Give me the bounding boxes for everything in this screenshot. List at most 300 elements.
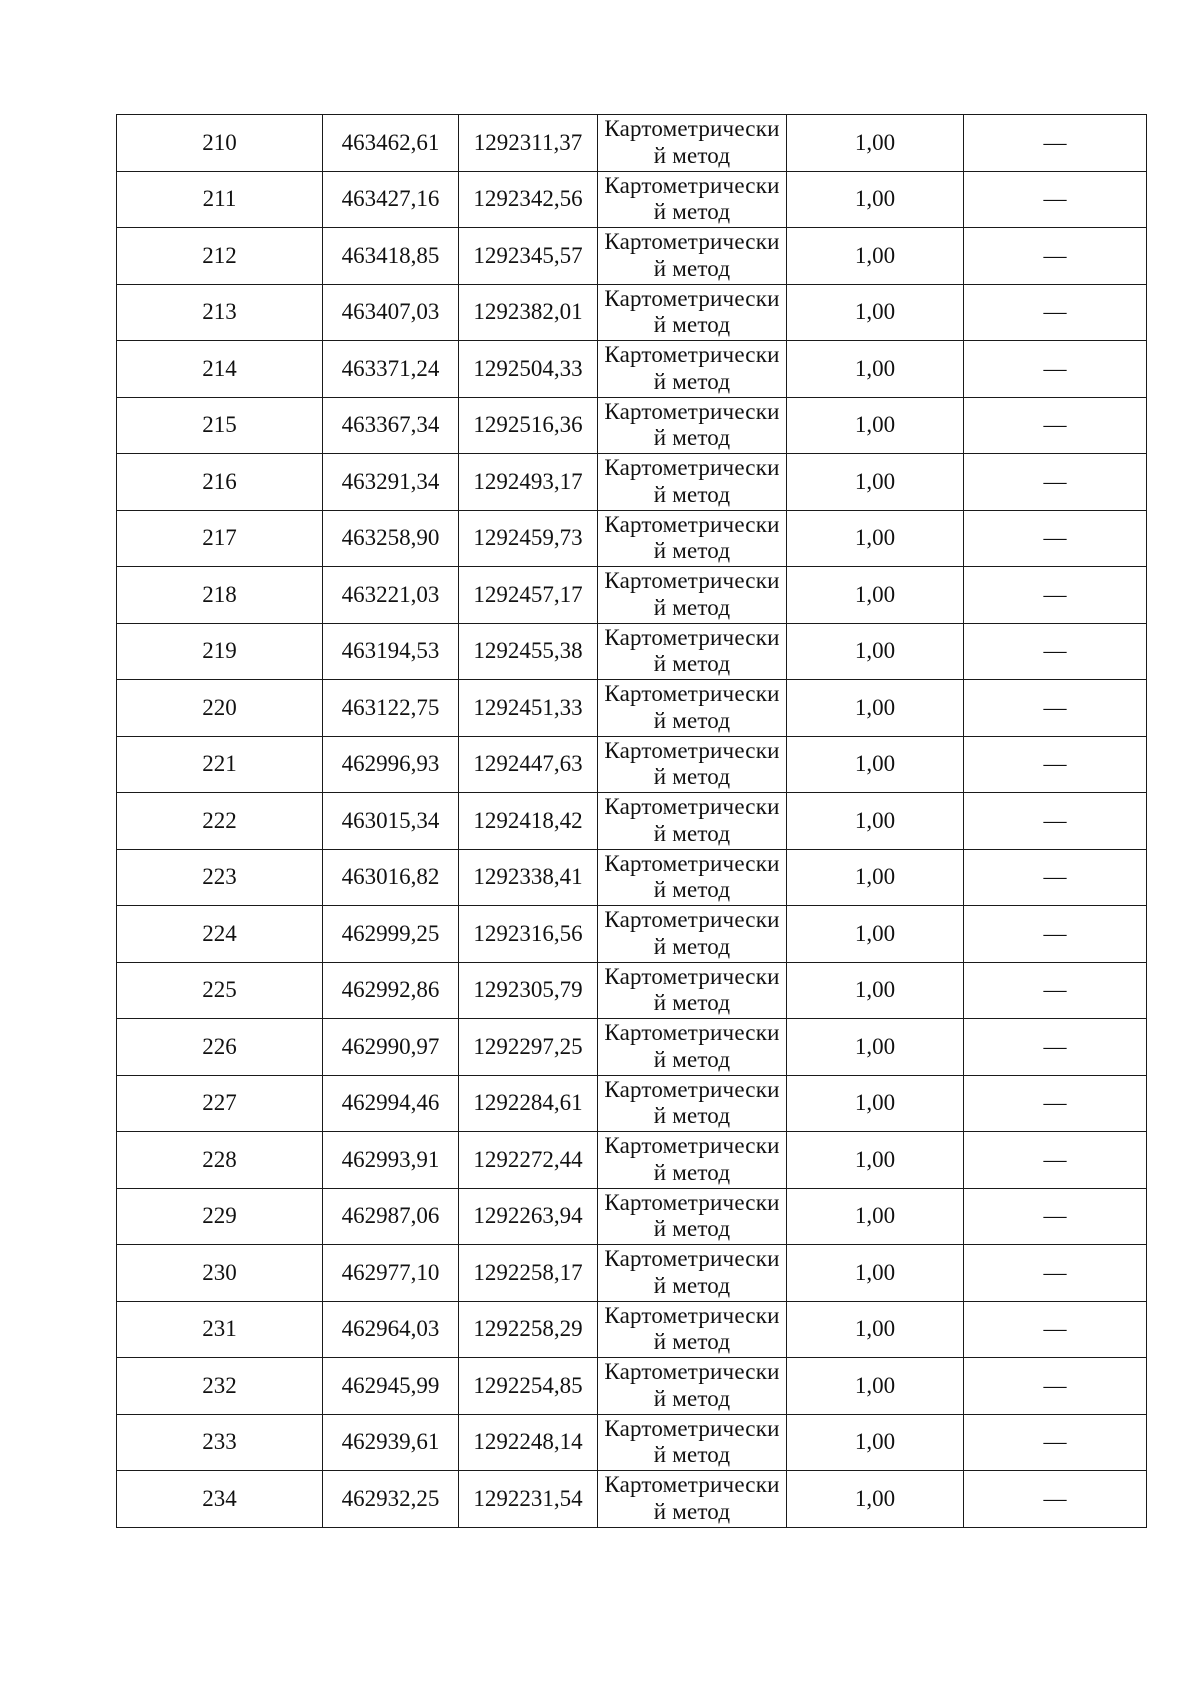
table-row <box>117 171 1147 228</box>
note-cell <box>964 1132 1147 1189</box>
precision-value: 1,00 <box>854 412 896 438</box>
x-coordinate: 462977,10 <box>341 1259 440 1285</box>
y-coordinate-cell <box>459 284 598 341</box>
method-cell <box>598 567 787 624</box>
note-cell <box>964 849 1147 906</box>
precision-value: 1,00 <box>854 807 896 833</box>
x-coordinate: 462945,99 <box>341 1372 440 1398</box>
x-coordinate: 462939,61 <box>341 1429 440 1455</box>
method-cell <box>598 680 787 737</box>
table-row <box>117 680 1147 737</box>
note-dash: — <box>1043 694 1067 720</box>
method-text-line1: Картометрически <box>604 681 780 707</box>
precision-value: 1,00 <box>854 977 896 1003</box>
method-cell <box>598 1019 787 1076</box>
y-coordinate: 1292418,42 <box>473 807 583 833</box>
x-coordinate: 462993,91 <box>341 1146 440 1172</box>
note-dash: — <box>1043 468 1067 494</box>
method-cell <box>598 341 787 398</box>
point-number-cell <box>117 1188 323 1245</box>
x-coordinate-cell <box>323 1075 459 1132</box>
y-coordinate: 1292457,17 <box>473 581 583 607</box>
y-coordinate-cell <box>459 1471 598 1528</box>
method-text-line2: й метод <box>653 1498 731 1524</box>
precision-cell <box>787 1301 964 1358</box>
y-coordinate: 1292297,25 <box>473 1033 583 1059</box>
y-coordinate-cell <box>459 171 598 228</box>
precision-cell <box>787 397 964 454</box>
y-coordinate: 1292455,38 <box>473 638 583 664</box>
note-dash: — <box>1043 807 1067 833</box>
y-coordinate-cell <box>459 341 598 398</box>
method-text-line2: й метод <box>653 1159 731 1185</box>
method-text-line1: Картометрически <box>604 794 780 820</box>
x-coordinate-cell <box>323 454 459 511</box>
precision-value: 1,00 <box>854 1146 896 1172</box>
table-row <box>117 510 1147 567</box>
point-number: 222 <box>202 807 237 833</box>
y-coordinate-cell <box>459 1301 598 1358</box>
point-number-cell <box>117 1358 323 1415</box>
x-coordinate-cell <box>323 1471 459 1528</box>
method-text-line2: й метод <box>653 933 731 959</box>
y-coordinate: 1292345,57 <box>473 242 583 268</box>
point-number-cell <box>117 680 323 737</box>
method-text-line1: Картометрически <box>604 1472 780 1498</box>
x-coordinate-cell <box>323 115 459 172</box>
x-coordinate: 462992,86 <box>341 977 440 1003</box>
note-dash: — <box>1043 1485 1067 1511</box>
x-coordinate: 463122,75 <box>341 694 440 720</box>
table-row <box>117 397 1147 454</box>
method-text-line2: й метод <box>653 1216 731 1242</box>
precision-cell <box>787 115 964 172</box>
method-text-line2: й метод <box>653 1103 731 1129</box>
point-number-cell <box>117 228 323 285</box>
y-coordinate: 1292311,37 <box>473 129 583 155</box>
y-coordinate: 1292316,56 <box>473 920 583 946</box>
method-text-line2: й метод <box>653 312 731 338</box>
point-number-cell <box>117 1019 323 1076</box>
method-text-line2: й метод <box>653 425 731 451</box>
y-coordinate: 1292272,44 <box>473 1146 583 1172</box>
note-cell <box>964 623 1147 680</box>
y-coordinate: 1292338,41 <box>473 864 583 890</box>
note-cell <box>964 397 1147 454</box>
y-coordinate-cell <box>459 115 598 172</box>
note-dash: — <box>1043 920 1067 946</box>
point-number: 212 <box>202 242 237 268</box>
x-coordinate: 462996,93 <box>341 751 440 777</box>
note-cell <box>964 284 1147 341</box>
precision-value: 1,00 <box>854 468 896 494</box>
method-text-line1: Картометрически <box>604 1020 780 1046</box>
method-cell <box>598 1245 787 1302</box>
note-dash: — <box>1043 1372 1067 1398</box>
table-row <box>117 1414 1147 1471</box>
note-dash: — <box>1043 1090 1067 1116</box>
method-text-line1: Картометрически <box>604 1359 780 1385</box>
note-dash: — <box>1043 581 1067 607</box>
point-number: 234 <box>202 1485 237 1511</box>
y-coordinate: 1292451,33 <box>473 694 583 720</box>
precision-value: 1,00 <box>854 1372 896 1398</box>
precision-cell <box>787 228 964 285</box>
point-number: 233 <box>202 1429 237 1455</box>
y-coordinate: 1292284,61 <box>473 1090 583 1116</box>
x-coordinate: 463418,85 <box>341 242 440 268</box>
point-number-cell <box>117 1075 323 1132</box>
table-row <box>117 567 1147 624</box>
note-cell <box>964 454 1147 511</box>
method-text-line1: Картометрически <box>604 398 780 424</box>
x-coordinate: 462994,46 <box>341 1090 440 1116</box>
note-dash: — <box>1043 1033 1067 1059</box>
x-coordinate: 463371,24 <box>341 355 440 381</box>
precision-value: 1,00 <box>854 751 896 777</box>
note-dash: — <box>1043 864 1067 890</box>
precision-value: 1,00 <box>854 638 896 664</box>
point-number: 229 <box>202 1203 237 1229</box>
point-number-cell <box>117 849 323 906</box>
method-text-line1: Картометрически <box>604 116 780 142</box>
table-row <box>117 1132 1147 1189</box>
method-text-line2: й метод <box>653 142 731 168</box>
method-text-line1: Картометрически <box>604 963 780 989</box>
point-number: 217 <box>202 525 237 551</box>
point-number: 232 <box>202 1372 237 1398</box>
x-coordinate: 463258,90 <box>341 525 440 551</box>
method-cell <box>598 1471 787 1528</box>
y-coordinate-cell <box>459 736 598 793</box>
method-cell <box>598 849 787 906</box>
point-number-cell <box>117 397 323 454</box>
point-number-cell <box>117 1471 323 1528</box>
y-coordinate-cell <box>459 1075 598 1132</box>
y-coordinate-cell <box>459 962 598 1019</box>
method-text-line1: Картометрически <box>604 850 780 876</box>
precision-value: 1,00 <box>854 1316 896 1342</box>
precision-value: 1,00 <box>854 1429 896 1455</box>
method-text-line1: Картометрически <box>604 1246 780 1272</box>
point-number-cell <box>117 567 323 624</box>
x-coordinate: 462999,25 <box>341 920 440 946</box>
x-coordinate: 463427,16 <box>341 186 440 212</box>
y-coordinate: 1292248,14 <box>473 1429 583 1455</box>
y-coordinate: 1292459,73 <box>473 525 583 551</box>
method-cell <box>598 454 787 511</box>
precision-value: 1,00 <box>854 299 896 325</box>
precision-cell <box>787 284 964 341</box>
point-number-cell <box>117 962 323 1019</box>
note-dash: — <box>1043 525 1067 551</box>
table-row <box>117 1245 1147 1302</box>
table-row <box>117 623 1147 680</box>
precision-cell <box>787 1414 964 1471</box>
precision-value: 1,00 <box>854 525 896 551</box>
precision-cell <box>787 906 964 963</box>
x-coordinate-cell <box>323 228 459 285</box>
y-coordinate-cell <box>459 454 598 511</box>
note-cell <box>964 171 1147 228</box>
table-row <box>117 341 1147 398</box>
precision-cell <box>787 1245 964 1302</box>
x-coordinate-cell <box>323 623 459 680</box>
point-number-cell <box>117 171 323 228</box>
x-coordinate-cell <box>323 284 459 341</box>
method-text-line2: й метод <box>653 368 731 394</box>
note-dash: — <box>1043 299 1067 325</box>
y-coordinate-cell <box>459 1414 598 1471</box>
method-text-line1: Картометрически <box>604 737 780 763</box>
y-coordinate: 1292231,54 <box>473 1485 583 1511</box>
method-text-line2: й метод <box>653 651 731 677</box>
method-text-line1: Картометрически <box>604 455 780 481</box>
y-coordinate-cell <box>459 906 598 963</box>
point-number: 225 <box>202 977 237 1003</box>
method-cell <box>598 1132 787 1189</box>
x-coordinate-cell <box>323 1188 459 1245</box>
point-number-cell <box>117 510 323 567</box>
table-row <box>117 1301 1147 1358</box>
point-number-cell <box>117 623 323 680</box>
table-row <box>117 1188 1147 1245</box>
x-coordinate: 463407,03 <box>341 299 440 325</box>
note-dash: — <box>1043 638 1067 664</box>
x-coordinate: 463016,82 <box>341 864 440 890</box>
y-coordinate-cell <box>459 228 598 285</box>
note-cell <box>964 906 1147 963</box>
precision-value: 1,00 <box>854 920 896 946</box>
method-cell <box>598 736 787 793</box>
x-coordinate-cell <box>323 906 459 963</box>
method-cell <box>598 623 787 680</box>
method-text-line2: й метод <box>653 199 731 225</box>
precision-cell <box>787 1471 964 1528</box>
method-text-line1: Картометрически <box>604 1302 780 1328</box>
coordinates-table <box>116 114 1147 1528</box>
x-coordinate-cell <box>323 1301 459 1358</box>
method-cell <box>598 397 787 454</box>
note-cell <box>964 1471 1147 1528</box>
table-row <box>117 1019 1147 1076</box>
point-number: 216 <box>202 468 237 494</box>
method-text-line2: й метод <box>653 1385 731 1411</box>
table-row <box>117 1075 1147 1132</box>
x-coordinate-cell <box>323 736 459 793</box>
method-cell <box>598 906 787 963</box>
point-number: 224 <box>202 920 237 946</box>
table-row <box>117 962 1147 1019</box>
point-number: 231 <box>202 1316 237 1342</box>
method-text-line1: Картометрически <box>604 229 780 255</box>
point-number-cell <box>117 115 323 172</box>
method-text-line2: й метод <box>653 481 731 507</box>
note-cell <box>964 793 1147 850</box>
table-row <box>117 1471 1147 1528</box>
precision-cell <box>787 1188 964 1245</box>
point-number-cell <box>117 1245 323 1302</box>
x-coordinate-cell <box>323 1132 459 1189</box>
note-dash: — <box>1043 1146 1067 1172</box>
precision-cell <box>787 793 964 850</box>
precision-value: 1,00 <box>854 1485 896 1511</box>
precision-value: 1,00 <box>854 242 896 268</box>
method-cell <box>598 510 787 567</box>
point-number-cell <box>117 793 323 850</box>
note-cell <box>964 680 1147 737</box>
y-coordinate-cell <box>459 1188 598 1245</box>
method-cell <box>598 1301 787 1358</box>
table-row <box>117 228 1147 285</box>
method-cell <box>598 1075 787 1132</box>
method-text-line1: Картометрически <box>604 1133 780 1159</box>
x-coordinate-cell <box>323 1414 459 1471</box>
table-row <box>117 736 1147 793</box>
method-text-line2: й метод <box>653 1046 731 1072</box>
table-row <box>117 906 1147 963</box>
y-coordinate-cell <box>459 1245 598 1302</box>
note-dash: — <box>1043 129 1067 155</box>
point-number: 226 <box>202 1033 237 1059</box>
x-coordinate: 463367,34 <box>341 412 440 438</box>
precision-cell <box>787 849 964 906</box>
method-text-line1: Картометрически <box>604 342 780 368</box>
method-cell <box>598 1188 787 1245</box>
point-number: 219 <box>202 638 237 664</box>
precision-value: 1,00 <box>854 1090 896 1116</box>
y-coordinate: 1292305,79 <box>473 977 583 1003</box>
precision-cell <box>787 680 964 737</box>
table-row <box>117 849 1147 906</box>
y-coordinate: 1292258,17 <box>473 1259 583 1285</box>
x-coordinate: 462932,25 <box>341 1485 440 1511</box>
note-dash: — <box>1043 1259 1067 1285</box>
table-row <box>117 115 1147 172</box>
precision-value: 1,00 <box>854 1033 896 1059</box>
x-coordinate-cell <box>323 510 459 567</box>
note-cell <box>964 115 1147 172</box>
point-number: 214 <box>202 355 237 381</box>
note-cell <box>964 736 1147 793</box>
x-coordinate-cell <box>323 171 459 228</box>
x-coordinate: 463194,53 <box>341 638 440 664</box>
point-number-cell <box>117 454 323 511</box>
y-coordinate-cell <box>459 849 598 906</box>
y-coordinate: 1292258,29 <box>473 1316 583 1342</box>
precision-cell <box>787 510 964 567</box>
point-number: 223 <box>202 864 237 890</box>
note-cell <box>964 1075 1147 1132</box>
precision-value: 1,00 <box>854 129 896 155</box>
method-text-line1: Картометрически <box>604 172 780 198</box>
method-text-line1: Картометрически <box>604 511 780 537</box>
method-text-line2: й метод <box>653 990 731 1016</box>
precision-cell <box>787 1358 964 1415</box>
method-text-line1: Картометрически <box>604 1189 780 1215</box>
y-coordinate-cell <box>459 793 598 850</box>
method-text-line1: Картометрически <box>604 907 780 933</box>
y-coordinate: 1292342,56 <box>473 186 583 212</box>
x-coordinate-cell <box>323 567 459 624</box>
method-cell <box>598 228 787 285</box>
x-coordinate: 462964,03 <box>341 1316 440 1342</box>
method-text-line2: й метод <box>653 764 731 790</box>
precision-cell <box>787 454 964 511</box>
method-cell <box>598 1414 787 1471</box>
point-number-cell <box>117 1132 323 1189</box>
point-number: 211 <box>202 186 237 212</box>
precision-cell <box>787 1075 964 1132</box>
note-dash: — <box>1043 1429 1067 1455</box>
method-cell <box>598 171 787 228</box>
note-cell <box>964 1188 1147 1245</box>
y-coordinate: 1292263,94 <box>473 1203 583 1229</box>
note-dash: — <box>1043 355 1067 381</box>
x-coordinate: 462987,06 <box>341 1203 440 1229</box>
y-coordinate: 1292382,01 <box>473 299 583 325</box>
method-text-line2: й метод <box>653 877 731 903</box>
method-text-line1: Картометрически <box>604 568 780 594</box>
method-text-line2: й метод <box>653 820 731 846</box>
precision-value: 1,00 <box>854 1203 896 1229</box>
point-number: 221 <box>202 751 237 777</box>
note-dash: — <box>1043 751 1067 777</box>
x-coordinate-cell <box>323 680 459 737</box>
precision-value: 1,00 <box>854 694 896 720</box>
y-coordinate-cell <box>459 397 598 454</box>
y-coordinate-cell <box>459 510 598 567</box>
precision-value: 1,00 <box>854 581 896 607</box>
note-dash: — <box>1043 242 1067 268</box>
note-cell <box>964 1358 1147 1415</box>
method-text-line2: й метод <box>653 538 731 564</box>
point-number: 228 <box>202 1146 237 1172</box>
note-dash: — <box>1043 412 1067 438</box>
note-dash: — <box>1043 186 1067 212</box>
table-row <box>117 793 1147 850</box>
note-cell <box>964 962 1147 1019</box>
method-text-line2: й метод <box>653 1272 731 1298</box>
x-coordinate: 463291,34 <box>341 468 440 494</box>
y-coordinate-cell <box>459 680 598 737</box>
table-row <box>117 284 1147 341</box>
method-text-line2: й метод <box>653 707 731 733</box>
precision-cell <box>787 567 964 624</box>
point-number-cell <box>117 341 323 398</box>
point-number-cell <box>117 906 323 963</box>
precision-value: 1,00 <box>854 1259 896 1285</box>
method-text-line2: й метод <box>653 594 731 620</box>
point-number: 230 <box>202 1259 237 1285</box>
y-coordinate-cell <box>459 1132 598 1189</box>
point-number: 218 <box>202 581 237 607</box>
y-coordinate: 1292493,17 <box>473 468 583 494</box>
y-coordinate: 1292254,85 <box>473 1372 583 1398</box>
x-coordinate-cell <box>323 397 459 454</box>
y-coordinate: 1292504,33 <box>473 355 583 381</box>
x-coordinate-cell <box>323 849 459 906</box>
method-text-line1: Картометрически <box>604 285 780 311</box>
precision-cell <box>787 736 964 793</box>
y-coordinate-cell <box>459 1019 598 1076</box>
y-coordinate-cell <box>459 1358 598 1415</box>
y-coordinate: 1292447,63 <box>473 751 583 777</box>
x-coordinate-cell <box>323 341 459 398</box>
note-dash: — <box>1043 1316 1067 1342</box>
precision-cell <box>787 1132 964 1189</box>
table-row <box>117 454 1147 511</box>
